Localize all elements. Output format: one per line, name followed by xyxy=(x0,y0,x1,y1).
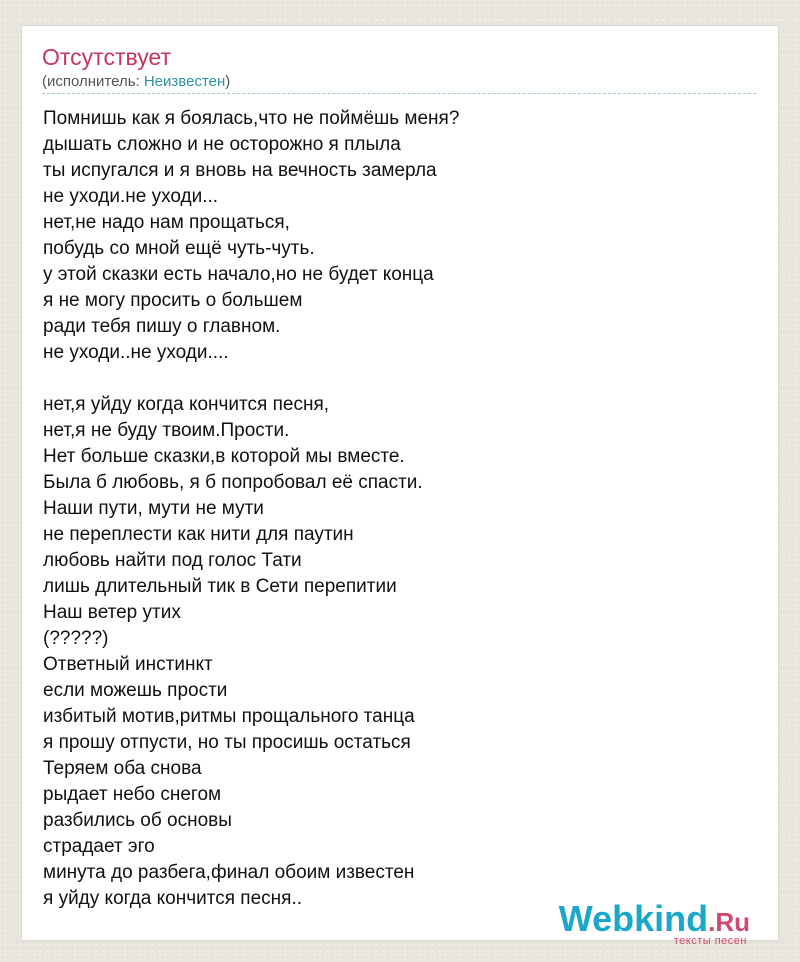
lyric-line: избитый мотив,ритмы прощального танца xyxy=(43,706,415,727)
lyric-line: рыдает небо снегом xyxy=(43,784,222,805)
lyric-line: Помнишь как я боялась,что не поймёшь меня? xyxy=(43,108,460,129)
lyric-line: нет,я уйду когда кончится песня, xyxy=(43,394,330,415)
lyric-line: не переплести как нити для паутин xyxy=(43,524,354,545)
divider xyxy=(42,93,756,94)
lyric-line: нет,я не буду твоим.Прости. xyxy=(43,420,290,441)
lyric-line: минута до разбега,финал обоим известен xyxy=(43,862,415,883)
lyric-line: нет,не надо нам прощаться, xyxy=(43,212,290,233)
logo-suffix-text: .Ru xyxy=(708,907,750,937)
lyric-line: не уходи.не уходи... xyxy=(43,186,219,207)
logo-main-text: Webkind xyxy=(558,898,709,939)
lyric-line: дышать сложно и не осторожно я плыла xyxy=(43,134,401,155)
lyric-line: если можешь прости xyxy=(43,680,228,701)
lyric-line: Наши пути, мути не мути xyxy=(43,498,264,519)
lyrics-card xyxy=(22,26,778,947)
artist-suffix: ) xyxy=(225,73,231,90)
lyric-line: Была б любовь, я б попробовал её спасти. xyxy=(43,472,423,493)
lyric-line: Ответный инстинкт xyxy=(43,654,213,675)
lyric-line: Нет больше сказки,в которой мы вместе. xyxy=(43,446,405,467)
lyric-line: любовь найти под голос Тати xyxy=(43,550,302,571)
lyric-line: ради тебя пишу о главном. xyxy=(43,316,281,337)
lyric-line: я прошу отпусти, но ты просишь остаться xyxy=(43,732,411,753)
lyric-line: Теряем оба снова xyxy=(43,758,202,779)
lyric-line: разбились об основы xyxy=(43,810,232,831)
lyric-line xyxy=(43,366,459,392)
lyric-line: (?????) xyxy=(43,628,109,649)
lyrics-text xyxy=(43,106,459,912)
lyric-line: я уйду когда кончится песня.. xyxy=(43,888,302,909)
lyric-line: я не могу просить о большем xyxy=(43,290,303,311)
artist-info xyxy=(42,73,230,90)
lyric-line: побудь со мной ещё чуть-чуть. xyxy=(43,238,315,259)
song-title: Отсутствует xyxy=(42,44,171,70)
lyric-line: Наш ветер утих xyxy=(43,602,181,623)
lyric-line: ты испугался и я вновь на вечность замерла xyxy=(43,160,437,181)
artist-link[interactable]: Неизвестен xyxy=(143,73,226,90)
logo-subtitle: тексты песен xyxy=(673,935,747,947)
lyric-line: у этой сказки есть начало,но не будет конца xyxy=(43,264,434,285)
artist-prefix: (исполнитель: xyxy=(42,73,144,90)
lyric-line: страдает эго xyxy=(43,836,155,857)
lyric-line: не уходи..не уходи.... xyxy=(43,342,229,363)
lyric-line: лишь длительный тик в Сети перепитии xyxy=(43,576,397,597)
site-logo[interactable] xyxy=(558,898,750,947)
